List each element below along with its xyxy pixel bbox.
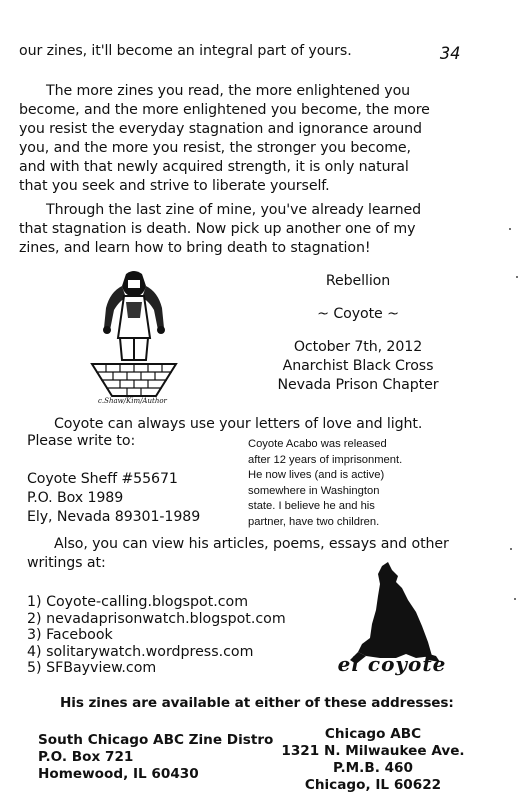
link-sfbayview[interactable]: 5) SFBayview.com xyxy=(27,660,157,676)
view-line: writings at: xyxy=(27,555,106,571)
address-line: P.O. Box 1989 xyxy=(27,490,124,506)
paragraph-line: become, and the more enlightened you become, the more xyxy=(19,102,430,118)
address-line: Homewood, IL 60430 xyxy=(38,766,199,782)
scan-speck xyxy=(509,228,511,230)
signoff-org: Anarchist Black Cross xyxy=(282,358,434,374)
signoff-block xyxy=(268,272,448,395)
address-line: Coyote Sheff #55671 xyxy=(27,471,178,487)
paragraph-enlightenment xyxy=(19,82,499,196)
scan-speck xyxy=(510,548,512,550)
address-line: South Chicago ABC Zine Distro xyxy=(38,732,274,748)
paragraph-line: Through the last zine of mine, you've already learned xyxy=(46,202,422,218)
letters-line: Coyote can always use your letters of love and light. xyxy=(54,416,423,432)
address-line: P.O. Box 721 xyxy=(38,749,134,765)
link-solitarywatch[interactable]: 4) solitarywatch.wordpress.com xyxy=(27,643,254,660)
note-line: partner, have two children. xyxy=(248,515,380,528)
hooded-figure-drawing xyxy=(86,268,182,410)
intro-line: our zines, it'll become an integral part of yours. xyxy=(19,43,352,59)
signoff-date: October 7th, 2012 xyxy=(293,339,423,355)
address-south-chicago xyxy=(38,732,273,783)
page-number: 34 xyxy=(440,44,461,64)
prison-address xyxy=(27,470,200,527)
howling-coyote-logo xyxy=(336,560,448,682)
paragraph-line: zines, and learn how to bring death to stagnation! xyxy=(19,240,371,256)
release-note xyxy=(248,437,428,530)
signoff-name: ~ Coyote ~ xyxy=(317,306,399,322)
link-nevadaprisonwatch[interactable]: 2) nevadaprisonwatch.blogspot.com xyxy=(27,610,286,627)
available-line: His zines are available at either of these addresses: xyxy=(60,695,454,711)
address-line: Chicago, IL 60622 xyxy=(304,777,442,793)
view-line: Also, you can view his articles, poems, essays and other xyxy=(54,536,449,552)
link-facebook[interactable]: 3) Facebook xyxy=(27,627,113,643)
paragraph-line: you, and the more you resist, the stronger you become, xyxy=(19,140,411,156)
address-chicago-abc xyxy=(268,726,478,794)
paragraph-line: that stagnation is death. Now pick up another one of my xyxy=(19,221,416,237)
paragraph-line: The more zines you read, the more enlightened you xyxy=(46,83,411,99)
address-line: Chicago ABC xyxy=(324,726,422,742)
signoff-closing: Rebellion xyxy=(325,273,391,289)
note-line: state. I believe he and his xyxy=(248,500,375,512)
drawing-signature: c.Shaw/Kim/Author xyxy=(98,397,167,405)
links-list xyxy=(27,594,286,677)
note-line: Coyote Acabo was released xyxy=(248,438,387,450)
paragraph-line: that you seek and strive to liberate yourself. xyxy=(19,178,330,194)
scan-speck xyxy=(516,276,518,278)
coyote-logo-text: el coyote xyxy=(337,652,447,676)
link-coyote-calling[interactable]: 1) Coyote-calling.blogspot.com xyxy=(27,594,249,610)
paragraph-stagnation xyxy=(19,201,499,258)
address-line: P.M.B. 460 xyxy=(333,760,413,776)
address-line: Ely, Nevada 89301-1989 xyxy=(27,509,201,525)
scan-speck xyxy=(514,598,516,600)
prisoner-illustration xyxy=(86,268,182,410)
signoff-chapter: Nevada Prison Chapter xyxy=(277,377,439,393)
note-line: after 12 years of imprisonment. xyxy=(248,453,403,466)
note-line: somewhere in Washington xyxy=(248,484,380,497)
address-line: 1321 N. Milwaukee Ave. xyxy=(281,743,465,759)
note-line: He now lives (and is active) xyxy=(248,469,385,481)
paragraph-line: you resist the everyday stagnation and ignorance around xyxy=(19,121,422,137)
paragraph-line: and with that newly acquired strength, it is only natural xyxy=(19,159,409,175)
write-label: Please write to: xyxy=(27,433,136,449)
